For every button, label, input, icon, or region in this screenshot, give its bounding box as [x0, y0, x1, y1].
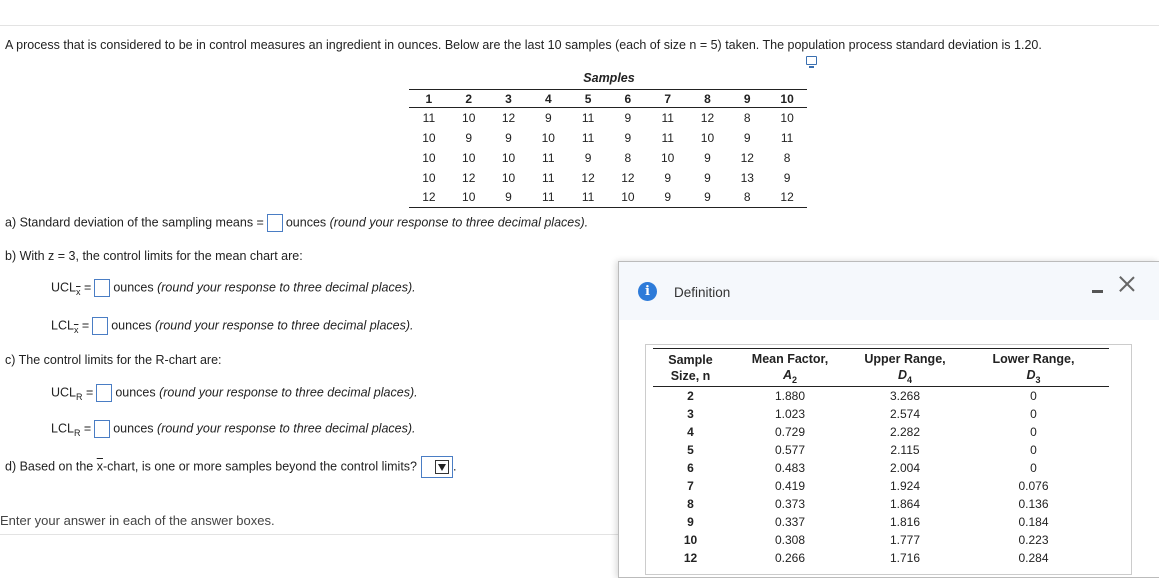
definition-cell: 2.282: [889, 424, 921, 439]
sample-cell: 9: [704, 170, 711, 185]
sample-cell: 10: [700, 130, 715, 145]
question-d: d) Based on the $\overline{x}$-chart, is one or more samples beyond the control limits? .: [5, 456, 457, 478]
ucl-x-input[interactable]: [94, 279, 110, 297]
table-row: [409, 128, 807, 148]
question-b: b) With z = 3, the control limits for the mean chart are:: [5, 249, 303, 263]
lcl-r-row: $LCL_R$ = ounces (round your response to three decimal places).: [51, 421, 416, 439]
sample-cell: 11: [581, 110, 595, 125]
definition-cell: 0.284: [1018, 550, 1049, 565]
chevron-down-icon[interactable]: [435, 460, 449, 474]
definition-cell: 1.777: [889, 532, 921, 547]
lcl-x-input[interactable]: [92, 317, 108, 335]
definition-cell: 8: [687, 496, 694, 511]
definition-cell: 0: [1030, 388, 1037, 403]
sample-cell: 10: [422, 170, 436, 185]
sample-header: 5: [568, 90, 608, 108]
sample-cell: 10: [541, 130, 555, 145]
panel-header: [619, 262, 1159, 320]
sample-cell: 12: [767, 188, 807, 208]
sample-cell: 10: [422, 150, 436, 165]
sample-cell: 9: [465, 130, 473, 145]
col-mean-factor: Mean Factor, $A_2$: [728, 349, 852, 387]
definition-cell: 1.924: [889, 478, 921, 493]
sample-cell: 9: [624, 110, 632, 125]
definition-cell: 1.864: [889, 496, 921, 511]
sample-cell: 11: [661, 130, 674, 145]
definition-cell: 5: [687, 442, 694, 457]
sample-cell: 10: [501, 170, 516, 185]
sample-cell: 9: [624, 130, 632, 145]
footer-instruction: Enter your answer in each of the answer boxes.: [0, 513, 275, 528]
sample-header: 10: [767, 90, 807, 108]
panel-title: Definition: [674, 285, 731, 300]
sample-header: 3: [489, 90, 529, 108]
sample-cell: 9: [688, 188, 728, 208]
definition-cell: 10: [683, 532, 698, 547]
definition-cell: 6: [687, 460, 694, 475]
table-row: [653, 513, 1109, 531]
table-row: [653, 549, 1109, 567]
definition-cell: 12: [683, 550, 698, 565]
definition-cell: 0.577: [774, 442, 806, 457]
question-c: c) The control limits for the R-chart are:: [5, 353, 222, 367]
sample-cell: 9: [664, 170, 672, 185]
table-row: [653, 531, 1109, 549]
sample-cell: 9: [743, 130, 751, 145]
sample-cell: 9: [584, 150, 592, 165]
sample-header: 6: [608, 90, 648, 108]
definition-cell: 0.136: [1018, 496, 1049, 511]
sample-cell: 11: [581, 130, 595, 145]
sample-cell: 10: [501, 150, 516, 165]
col-lower-range: Lower Range, $D_3$: [958, 349, 1109, 387]
sample-cell: 10: [608, 188, 648, 208]
sample-cell: 9: [489, 188, 529, 208]
sample-cell: 9: [648, 188, 688, 208]
table-row: [409, 188, 807, 208]
col-upper-range: Upper Range, $D_4$: [852, 349, 958, 387]
definition-cell: 0.223: [1018, 532, 1049, 547]
table-row: [409, 168, 807, 188]
definition-cell: 0: [1030, 460, 1037, 475]
sample-cell: 8: [783, 150, 791, 165]
sample-cell: 10: [462, 150, 476, 165]
definition-cell: 0.419: [774, 478, 806, 493]
sample-cell: 9: [505, 130, 512, 145]
sample-cell: 11: [568, 188, 608, 208]
definition-cell: 0: [1030, 442, 1037, 457]
table-row: [409, 148, 807, 168]
sample-header: 2: [449, 90, 489, 108]
table-row: [409, 108, 807, 128]
definition-table: [653, 348, 1109, 567]
definition-cell: 0.076: [1018, 478, 1049, 493]
sample-cell: 12: [621, 170, 635, 185]
definition-cell: 2.115: [890, 442, 920, 457]
sample-cell: 10: [422, 130, 436, 145]
sample-cell: 12: [581, 170, 595, 185]
definition-panel: [618, 261, 1159, 578]
close-icon[interactable]: [1119, 276, 1135, 292]
definition-cell: 3: [687, 406, 694, 421]
lcl-x-row: $LCL_{\overline{x}}$ = ounces (round your response to three decimal places).: [51, 318, 414, 336]
bottom-divider: [0, 534, 620, 535]
table-row: [653, 459, 1109, 477]
definition-cell: 1.816: [889, 514, 921, 529]
sample-header: 7: [648, 90, 688, 108]
table-row: [653, 477, 1109, 495]
sample-header: 4: [528, 90, 568, 108]
table-row: [653, 387, 1109, 405]
sample-header: 1: [409, 90, 449, 108]
definition-cell: 9: [687, 514, 694, 529]
question-a: a) Standard deviation of the sampling means = ounces (round your response to three decimal places).: [5, 214, 588, 232]
definition-cell: 2.004: [889, 460, 921, 475]
col-sample-size: Sample Size, n: [653, 349, 728, 387]
definition-cell: 0.308: [774, 532, 806, 547]
beyond-limits-dropdown[interactable]: [421, 456, 453, 478]
sample-cell: 13: [740, 170, 754, 185]
definition-cell: 0: [1030, 406, 1037, 421]
definition-cell: 7: [687, 478, 694, 493]
definition-cell: 0: [1030, 424, 1037, 439]
sample-cell: 8: [624, 150, 632, 165]
sample-cell: 8: [727, 188, 767, 208]
ucl-r-input[interactable]: [96, 384, 112, 402]
sample-cell: 12: [462, 170, 476, 185]
definition-cell: 0.729: [774, 424, 806, 439]
definition-cell: 0.483: [774, 460, 806, 475]
definition-cell: 1.880: [774, 388, 806, 403]
sample-cell: 11: [422, 110, 436, 125]
top-divider: [0, 25, 1159, 26]
sample-cell: 12: [409, 188, 449, 208]
sample-cell: 10: [780, 110, 794, 125]
sample-cell: 9: [544, 110, 552, 125]
table-row: [653, 423, 1109, 441]
sample-cell: 10: [462, 110, 476, 125]
ucl-x-row: $UCL_{\overline{x}}$ = ounces (round your response to three decimal places).: [51, 280, 416, 298]
sample-cell: 11: [780, 130, 794, 145]
definition-cell: 0.337: [774, 514, 806, 529]
table-row: [653, 405, 1109, 423]
problem-intro: A process that is considered to be in control measures an ingredient in ounces. Below are the last 10 samples (each of size n = 5) taken. The population process standard deviation is 1.20.: [5, 38, 1042, 52]
table-row: [653, 495, 1109, 513]
definition-cell: 0.266: [774, 550, 806, 565]
definition-cell: 4: [687, 424, 694, 439]
ucl-r-row: $UCL_R$ = ounces (round your response to three decimal places).: [51, 385, 418, 403]
sample-cell: 9: [704, 150, 711, 165]
answer-input-a[interactable]: [267, 214, 283, 232]
sample-cell: 11: [542, 170, 555, 185]
sample-cell: 12: [740, 150, 754, 165]
lcl-r-input[interactable]: [94, 420, 110, 438]
samples-table: [409, 89, 807, 208]
sample-header: 9: [727, 90, 767, 108]
copy-data-icon[interactable]: [806, 56, 817, 65]
definition-cell: 1.716: [889, 550, 921, 565]
samples-title: Samples: [583, 71, 635, 85]
definition-cell: 0.184: [1018, 514, 1049, 529]
definition-cell: 2.574: [889, 406, 921, 421]
sample-cell: 11: [542, 150, 555, 165]
info-icon: i: [638, 282, 657, 301]
table-row: [653, 441, 1109, 459]
sample-cell: 9: [783, 170, 791, 185]
sample-cell: 12: [700, 110, 715, 125]
definition-cell: 1.023: [774, 406, 806, 421]
definition-cell: 0.373: [774, 496, 806, 511]
sample-header: 8: [688, 90, 728, 108]
minimize-icon[interactable]: [1092, 290, 1103, 293]
definition-cell: 3.268: [889, 388, 921, 403]
sample-cell: 10: [449, 188, 489, 208]
sample-cell: 8: [743, 110, 751, 125]
sample-cell: 11: [528, 188, 568, 208]
definition-cell: 2: [687, 388, 694, 403]
sample-cell: 11: [661, 110, 674, 125]
sample-cell: 12: [501, 110, 516, 125]
sample-cell: 10: [661, 150, 675, 165]
